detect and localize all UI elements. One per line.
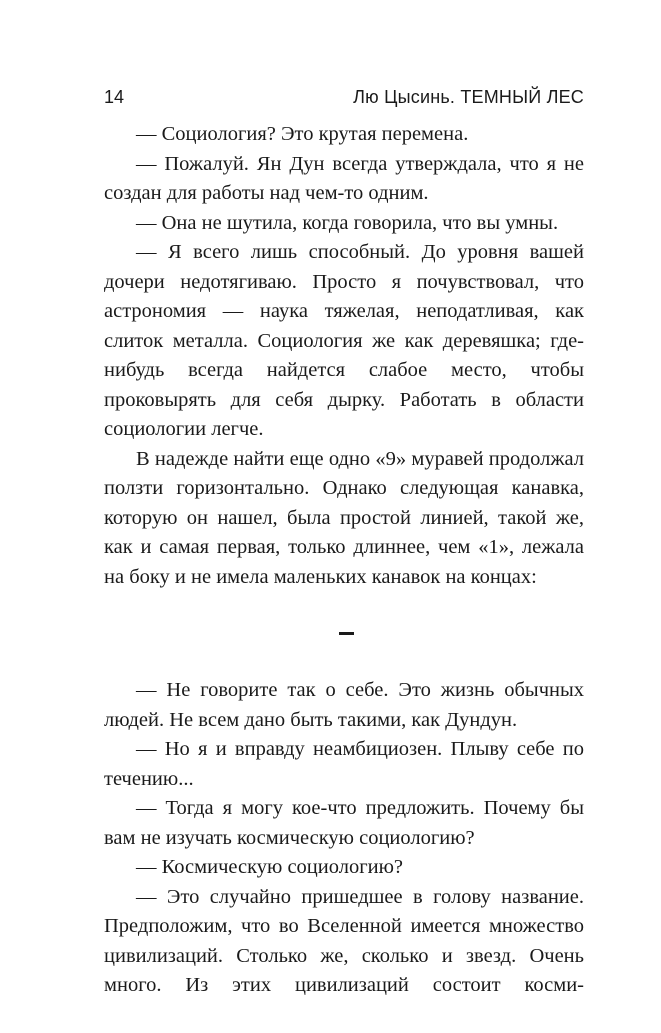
paragraph: — Пожалуй. Ян Дун всегда утверждала, что я не создан для работы над чем-то одним. <box>104 152 584 204</box>
body-text <box>104 120 584 1001</box>
paragraph: — Социология? Это крутая перемена. <box>136 123 469 145</box>
groove-figure <box>104 592 584 676</box>
page-header <box>104 84 584 110</box>
paragraph: — Она не шутила, когда говорила, что вы умны. <box>136 211 559 234</box>
paragraph: — Тогда я могу кое-что предложить. Почему бы вам не изучать космическую социологию? <box>104 797 584 849</box>
paragraph: — Это случайно пришедшее в голову название. Предположим, что во Вселенной имеется множество цивилизаций. Столько же, сколько и звезд. Очень много. Из этих цивилизаций состоит косми- <box>104 885 584 996</box>
paragraph: В надежде найти еще одно «9» муравей продолжал ползти горизонтально. Однако следующая канавка, которую он нашел, была простой линией, такой же, как и самая первая, только длиннее, чем «1», лежала на боку и не имела маленьких канавок на концах: <box>104 447 584 588</box>
paragraph: — Но я и вправду неамбициозен. Плыву себе по течению... <box>104 738 584 790</box>
groove-dash <box>339 632 354 635</box>
paragraph: — Я всего лишь способный. До уровня вашей дочери недотягиваю. Просто я почувствовал, что астрономия — наука тяжелая, неподатливая, как слиток металла. Социология же как деревяшка; где-нибудь всегда найдется слабое место, чтобы проковырять для себя дырку. Работать в области социологии легче. <box>104 241 584 440</box>
paragraph: — Не говорите так о себе. Это жизнь обычных людей. Не всем дано быть такими, как Дундун. <box>104 679 584 731</box>
paragraph: — Космическую социологию? <box>136 856 404 878</box>
page-number: 14 <box>104 87 125 107</box>
running-title: Лю Цысинь. ТЕМНЫЙ ЛЕС <box>353 87 584 107</box>
